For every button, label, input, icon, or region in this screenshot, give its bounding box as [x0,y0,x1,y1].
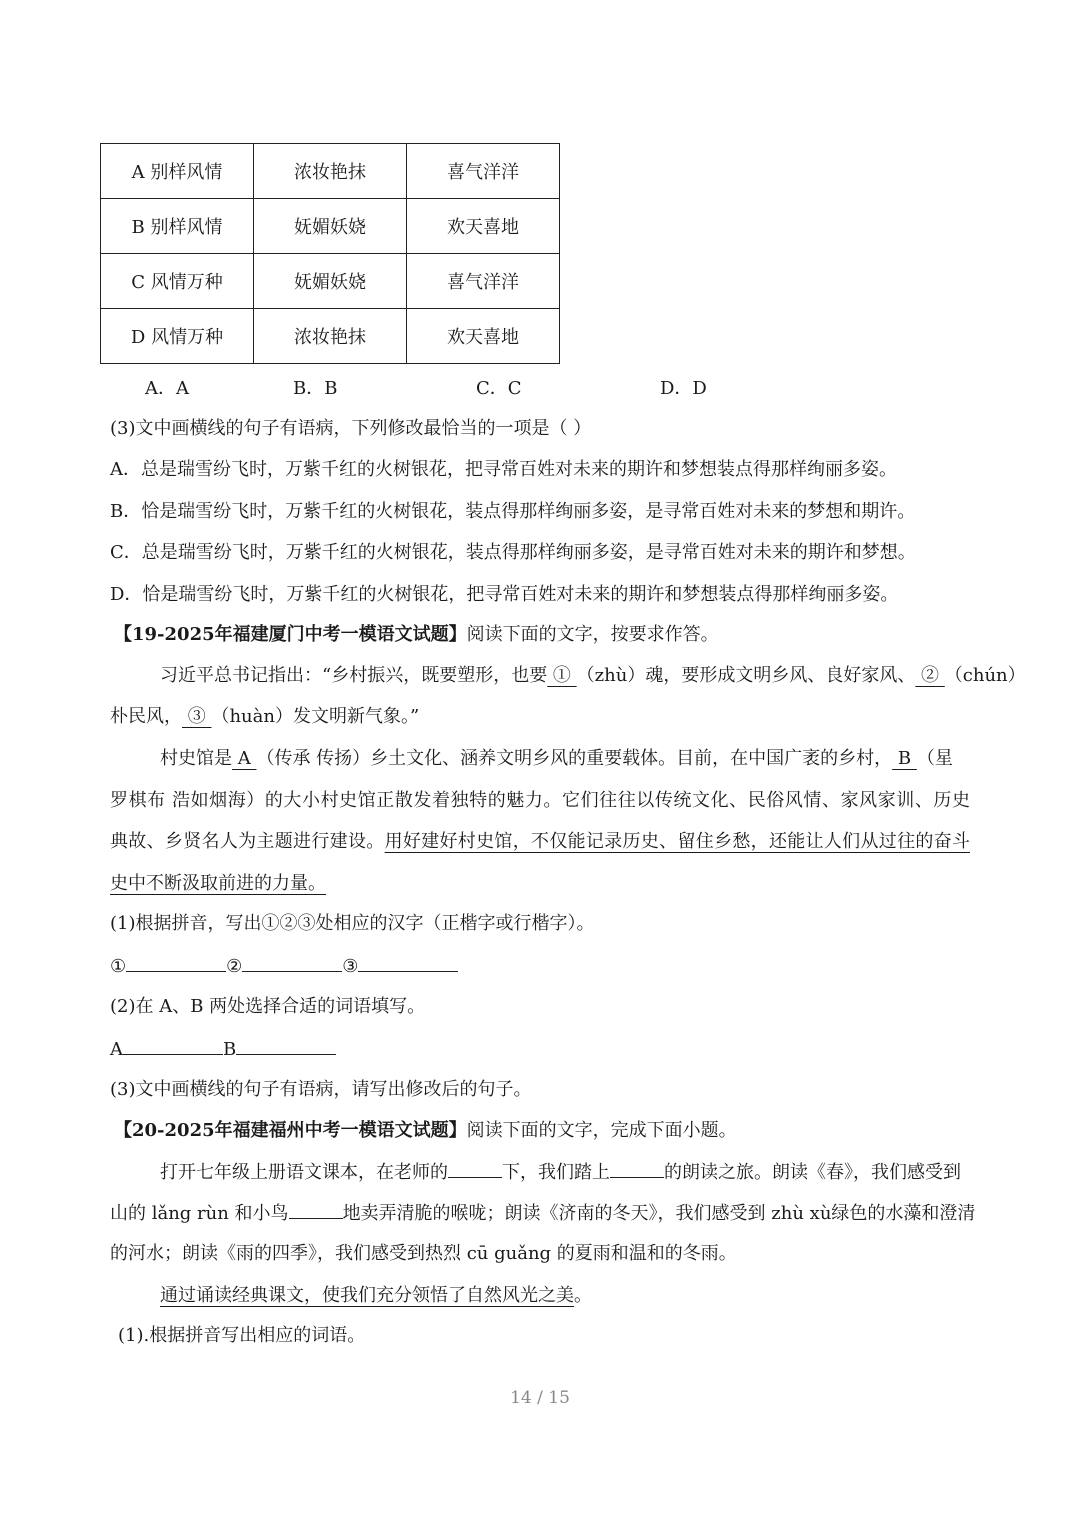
table-cell: B 别样风情 [101,199,254,254]
answer-blank-3[interactable] [358,953,458,972]
text-span: 。 [574,1285,592,1306]
label: B [223,1039,237,1060]
s19-header [114,622,970,648]
text-span: 打开七年级上册语文课本，在老师的 [160,1162,448,1183]
s19-instruction: 阅读下面的文字，按要求作答。 [466,624,719,645]
page-number: 14 / 15 [510,1388,570,1408]
q3-option-c: C．总是瑞雪纷飞时，万紫千红的火树银花，装点得那样绚丽多姿，是寻常百姓对未来的期许和梦想。 [110,542,916,563]
label: A [110,1039,123,1060]
table-row [101,144,560,199]
blank-marker-3: ③ [182,706,212,727]
q3-option-d: D．恰是瑞雪纷飞时，万紫千红的火树银花，把寻常百姓对未来的期许和梦想装点得那样绚丽多姿。 [110,584,899,605]
table-cell: 妩媚妖娆 [254,254,407,309]
s20-p1-line1 [160,1159,970,1186]
s20-p2 [160,1283,970,1309]
answer-blank[interactable] [610,1159,664,1178]
s19-p1-line2 [110,704,970,730]
q3-option-a: A．总是瑞雪纷飞时，万紫千红的火树银花，把寻常百姓对未来的期许和梦想装点得那样绚丽多姿。 [110,459,897,480]
s19-p1-line1 [160,663,1026,689]
s20-p1-line3: 的河水；朗读《雨的四季》，我们感受到热烈 cū guǎng 的夏雨和温和的冬雨。 [110,1243,737,1264]
underlined-sentence: 用好建好村史馆，不仅能记录历史、留住乡愁，还能让人们从过往的奋斗 [384,831,971,852]
q3-stem: (3)文中画横线的句子有语病，下列修改最恰当的一项是（ ） [110,418,592,439]
table-cell: A 别样风情 [101,144,254,199]
table-cell: 欢天喜地 [407,309,560,364]
answer-blank-a[interactable] [123,1036,223,1055]
choice-c: C．C [476,378,522,399]
s19-p2-line2: 罗棋布 浩如烟海）的大小村史馆正散发着独特的魅力。它们往往以传统文化、民俗风情、家风家训、历史 [110,790,970,811]
table-cell: 喜气洋洋 [407,254,560,309]
s19-p2-line1 [160,746,970,772]
text-span: 的朗读之旅。朗读《春》，我们感受到 [664,1162,961,1183]
table-row [101,309,560,364]
label: ① [110,956,127,977]
s20-q1: (1).根据拼音写出相应的词语。 [118,1325,366,1346]
table-cell: 浓妆艳抹 [254,309,407,364]
answer-blank-2[interactable] [242,953,342,972]
text-span: 地卖弄清脆的喉咙；朗读《济南的冬天》，我们感受到 zhù xù绿色的水藻和澄清 [342,1203,976,1224]
blank-marker-a: A [232,748,257,769]
s19-q1-blanks [110,953,970,980]
answer-blank-1[interactable] [126,953,226,972]
s20-instruction: 阅读下面的文字，完成下面小题。 [466,1120,737,1141]
answer-blank[interactable] [289,1200,343,1219]
text-span: 村史馆是 [160,748,232,769]
table-cell: 妩媚妖娆 [254,199,407,254]
options-table [100,143,560,364]
text-span: （chún） [944,665,1026,686]
s19-p2-line4 [110,871,970,897]
text-span: 习近平总书记指出：“乡村振兴，既要塑形，也要 [160,665,548,686]
blank-marker-1: ① [547,665,577,686]
table-cell: 喜气洋洋 [407,144,560,199]
text-span: 山的 lǎng rùn 和小鸟 [110,1203,289,1224]
s19-q2: (2)在 A、B 两处选择合适的词语填写。 [110,996,426,1017]
table-row [101,254,560,309]
s20-source: 【20-2025年福建福州中考一模语文试题】 [114,1120,467,1141]
underlined-sentence: 通过诵读经典课文，使我们充分领悟了自然风光之美 [160,1285,574,1306]
text-span: 下，我们踏上 [502,1162,610,1183]
s20-header [114,1118,970,1144]
table-cell: 浓妆艳抹 [254,144,407,199]
label: ③ [342,956,359,977]
text-span: （huàn）发文明新气象。” [211,706,420,727]
table-row [101,199,560,254]
s19-p2-line3 [110,829,970,855]
s19-q3: (3)文中画横线的句子有语病，请写出修改后的句子。 [110,1079,532,1100]
s19-q2-blanks [110,1036,970,1063]
table-cell: D 风情万种 [101,309,254,364]
label: ② [226,956,243,977]
table-cell: C 风情万种 [101,254,254,309]
text-span: 典故、乡贤名人为主题进行建设。 [110,831,385,852]
answer-blank[interactable] [448,1159,502,1178]
text-span: 朴民风， [110,706,182,727]
table-cell: 欢天喜地 [407,199,560,254]
choice-row [145,376,970,402]
q3-option-b: B．恰是瑞雪纷飞时，万紫千红的火树银花，装点得那样绚丽多姿，是寻常百姓对未来的梦想和期许。 [110,501,916,522]
s20-p1-line2 [110,1200,976,1227]
text-span: （zhù）魂，要形成文明乡风、良好家风、 [576,665,916,686]
choice-a: A．A [145,378,189,399]
blank-marker-b: B [892,748,917,769]
s19-source: 【19-2025年福建厦门中考一模语文试题】 [114,624,467,645]
blank-marker-2: ② [915,665,945,686]
choice-b: B．B [293,378,338,399]
s19-q1: (1)根据拼音，写出①②③处相应的汉字（正楷字或行楷字）。 [110,913,595,934]
answer-blank-b[interactable] [236,1036,336,1055]
text-span: （星 [916,748,953,769]
underlined-sentence: 史中不断汲取前进的力量。 [110,873,326,894]
text-span: （传承 传扬）乡土文化、涵养文明乡风的重要载体。目前，在中国广袤的乡村， [256,748,893,769]
choice-d: D．D [660,378,707,399]
